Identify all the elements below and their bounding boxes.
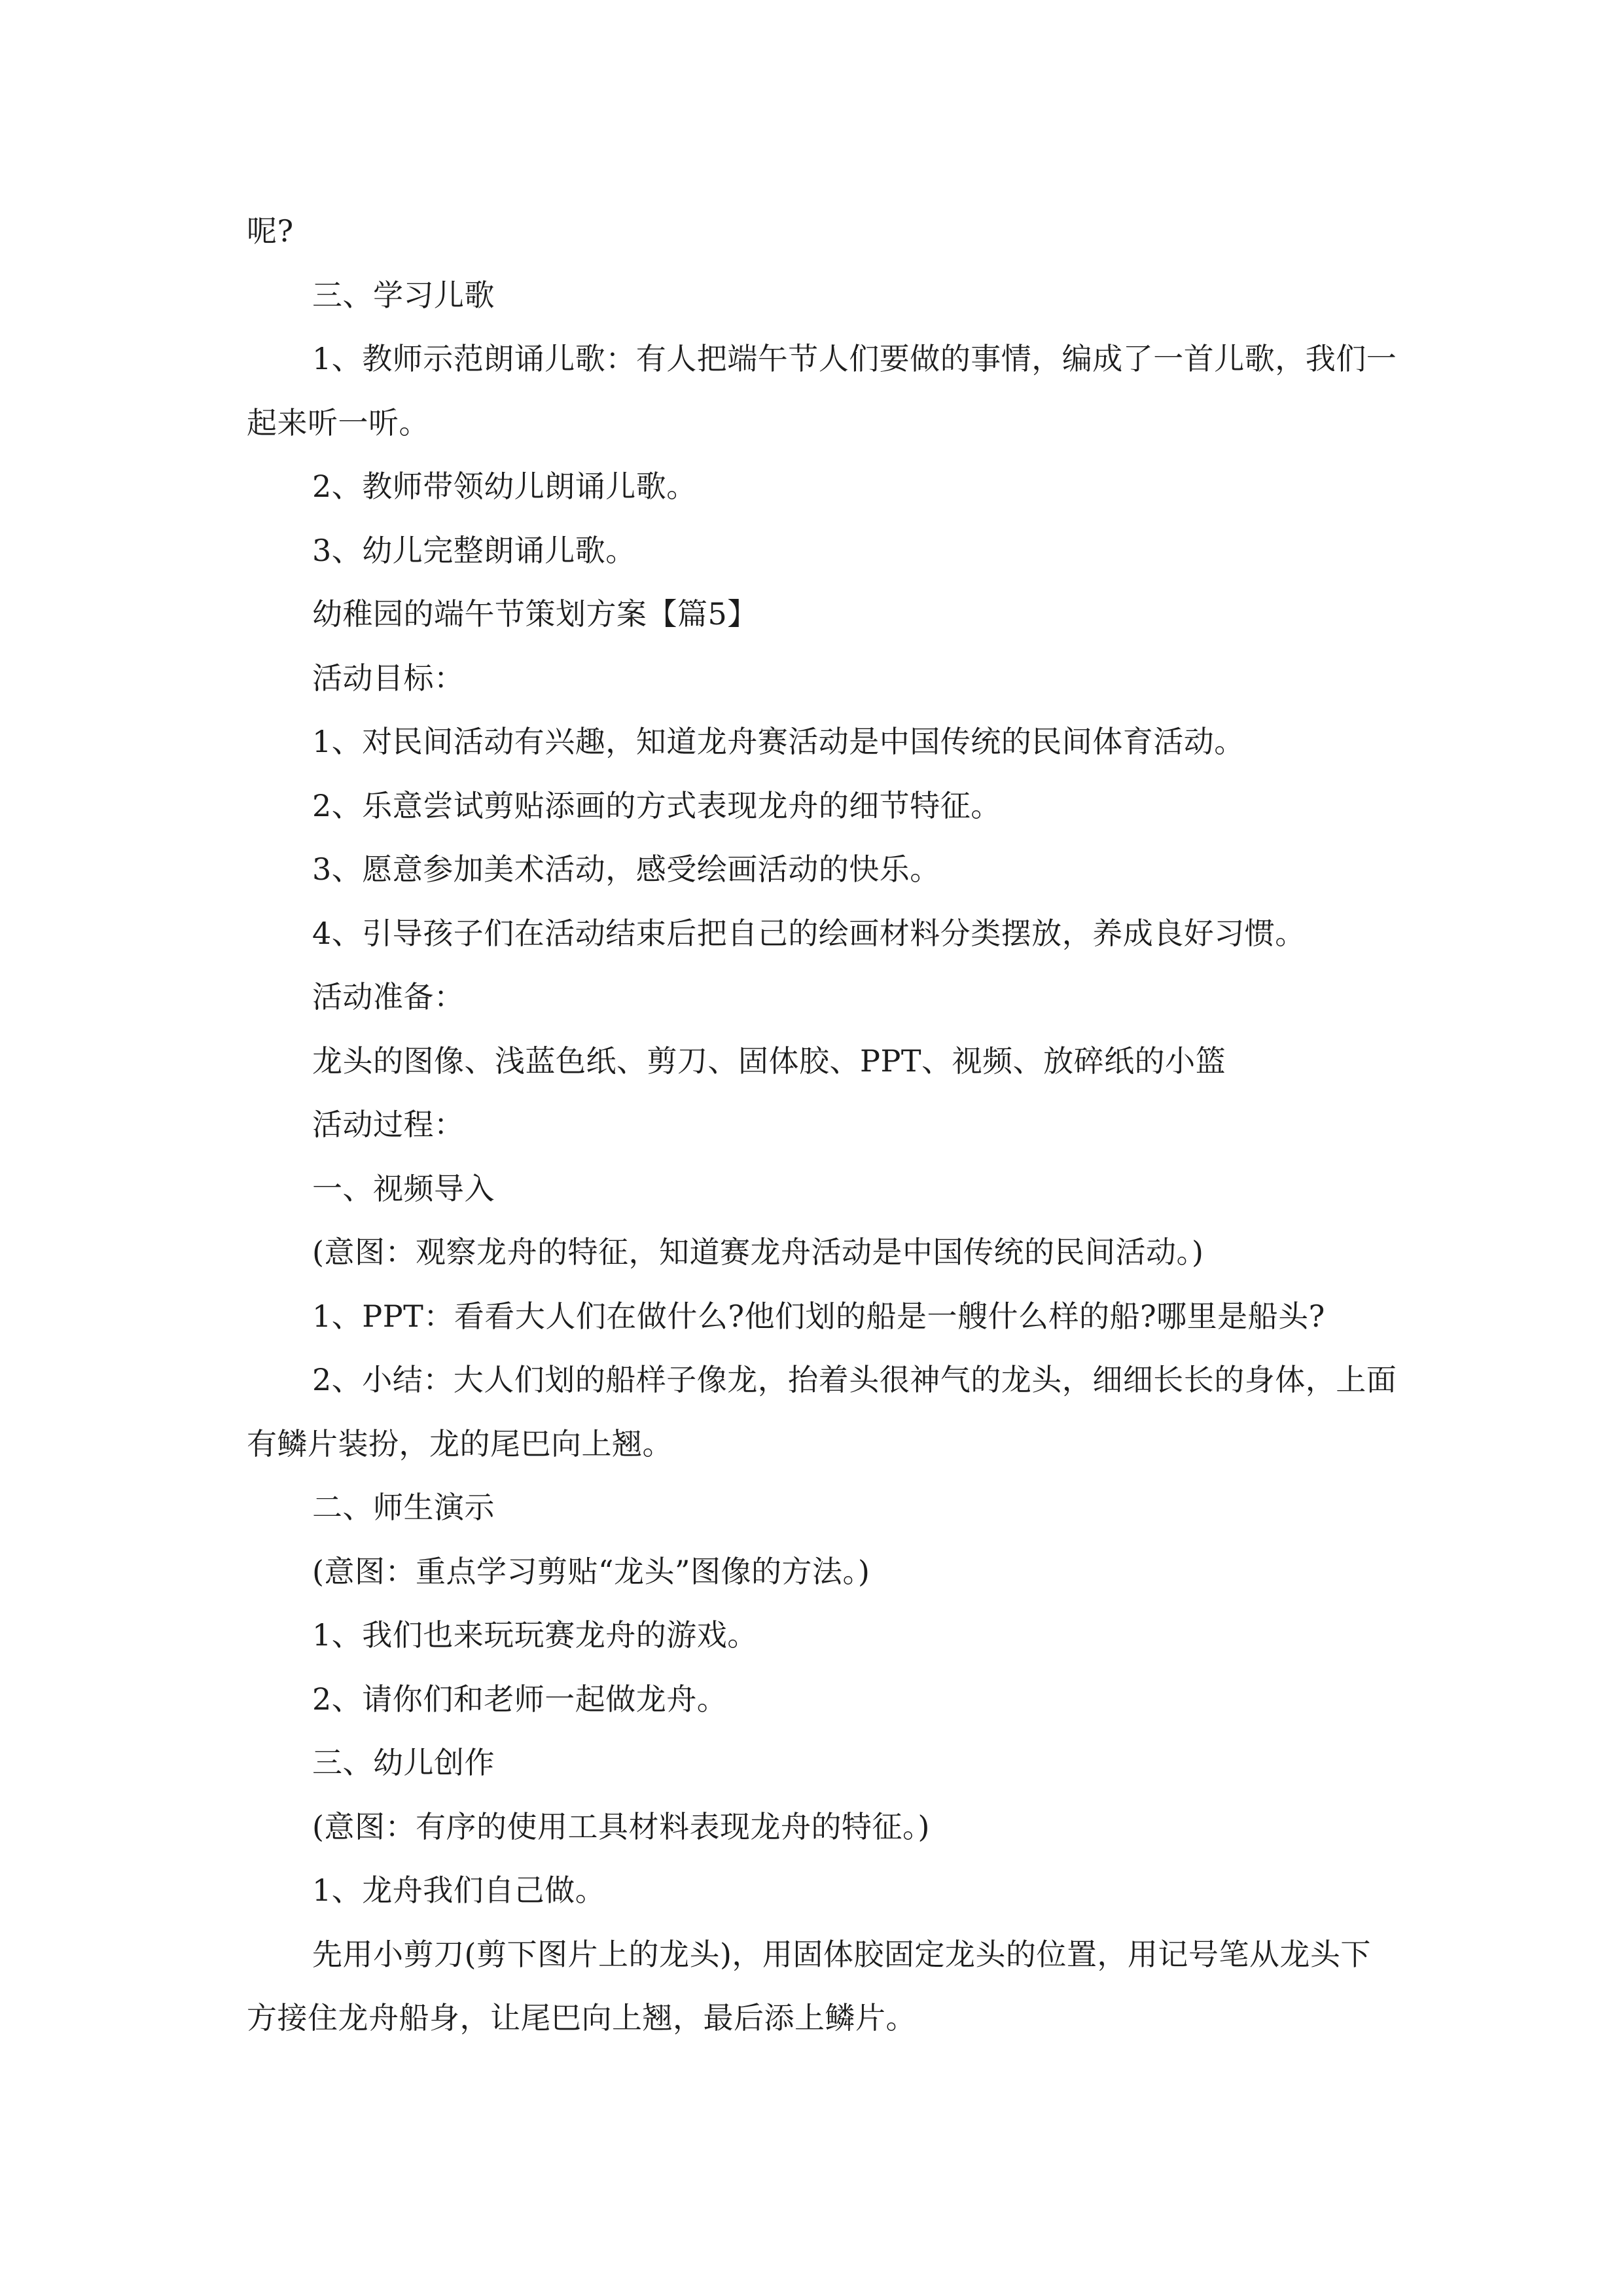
paragraph-20: (意图：重点学习剪贴“龙头”图像的方法。) <box>312 1553 870 1589</box>
paragraph-1: 呢? <box>247 213 294 249</box>
paragraph-13: 龙头的图像、浅蓝色纸、剪刀、固体胶、PPT、视频、放碎纸的小篮 <box>312 1043 1226 1079</box>
paragraph-5: 3、幼儿完整朗诵儿歌。 <box>312 532 636 568</box>
paragraph-4: 2、教师带领幼儿朗诵儿歌。 <box>312 469 697 504</box>
paragraph-10: 3、愿意参加美术活动，感受绘画活动的快乐。 <box>312 852 940 887</box>
paragraph-26: 先用小剪刀(剪下图片上的龙头)，用固体胶固定龙头的位置，用记号笔从龙头下方接住龙舟船身，让尾巴向上翘，最后添上鳞片。 <box>247 1936 1371 2036</box>
paragraph-17: 1、PPT：看看大人们在做什么?他们划的船是一艘什么样的船?哪里是船头? <box>312 1298 1325 1334</box>
paragraph-21: 1、我们也来玩玩赛龙舟的游戏。 <box>312 1617 758 1653</box>
paragraph-11: 4、引导孩子们在活动结束后把自己的绘画材料分类摆放，养成良好习惯。 <box>312 915 1306 951</box>
paragraph-3: 1、教师示范朗诵儿歌：有人把端午节人们要做的事情，编成了一首儿歌，我们一起来听一听。 <box>247 341 1397 440</box>
paragraph-15: 一、视频导入 <box>312 1170 495 1206</box>
paragraph-18: 2、小结：大人们划的船样子像龙，抬着头很神气的龙头，细细长长的身体，上面有鳞片装扮，龙的尾巴向上翘。 <box>247 1362 1397 1462</box>
paragraph-14: 活动过程： <box>312 1107 465 1142</box>
document-body <box>247 200 1399 2051</box>
paragraph-12: 活动准备： <box>312 979 465 1014</box>
paragraph-23: 三、幼儿创作 <box>312 1745 495 1780</box>
section-heading: 幼稚园的端午节策划方案【篇5】 <box>312 596 758 632</box>
paragraph-9: 2、乐意尝试剪贴添画的方式表现龙舟的细节特征。 <box>312 787 1001 823</box>
paragraph-25: 1、龙舟我们自己做。 <box>312 1873 606 1908</box>
paragraph-24: (意图：有序的使用工具材料表现龙舟的特征。) <box>312 1808 930 1844</box>
paragraph-22: 2、请你们和老师一起做龙舟。 <box>312 1681 728 1717</box>
paragraph-16: (意图：观察龙舟的特征，知道赛龙舟活动是中国传统的民间活动。) <box>312 1234 1204 1270</box>
paragraph-19: 二、师生演示 <box>312 1490 495 1525</box>
paragraph-2: 三、学习儿歌 <box>312 277 495 313</box>
paragraph-7: 活动目标： <box>312 660 465 696</box>
paragraph-8: 1、对民间活动有兴趣，知道龙舟赛活动是中国传统的民间体育活动。 <box>312 724 1245 759</box>
